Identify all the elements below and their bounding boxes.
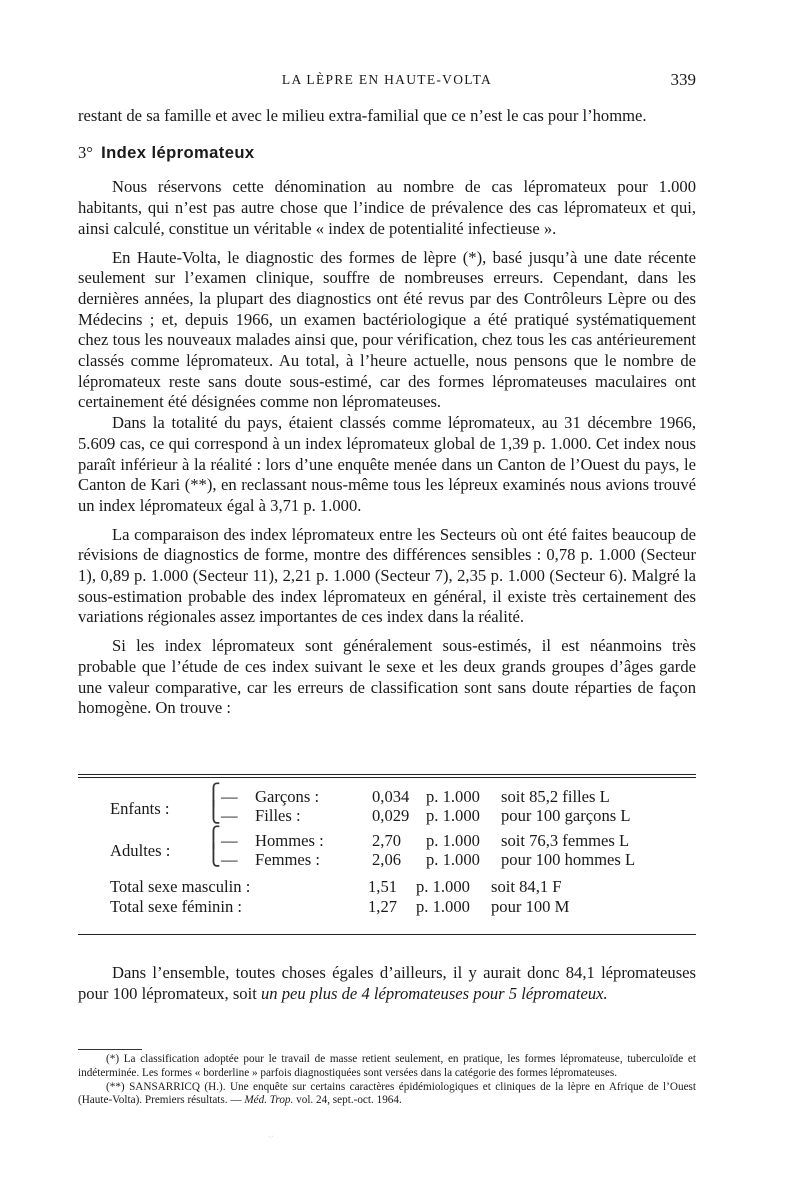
total-ratio: soit 84,1 F <box>491 877 562 896</box>
brace-left: ⎩ <box>206 802 221 824</box>
total-ratio: pour 100 M <box>491 897 570 916</box>
footnote-plain: (**) SANSARRICQ (H.). Une enquête sur certains caractères épidémiologiques et cliniques de la lèpre en Afrique de l’Ouest (Haute-Volta). Premiers résultats. — <box>78 1080 696 1107</box>
paragraph: La comparaison des index lépromateux entre les Secteurs où ont été faites beaucoup de révisions de diagnostics de forme, montre des différences sensibles : 0,78 p. 1.000 (Secteur 1), 0,89 p. 1.000 (Secteur 11), 2,21 p. 1.000 (Secteur 7), 2,35 p. 1.000 (Secteur 6). Malgré la sous-estimation probable des index lépromateux en général, il existe très certainement des variations régionales assez importantes de ces index dans la réalité. <box>78 524 696 627</box>
row-dash: — <box>221 831 238 850</box>
row-name: Hommes : <box>255 831 324 850</box>
closing-text <box>78 962 696 1004</box>
row-name: Filles : <box>255 806 301 825</box>
paragraph: Si les index lépromateux sont généralement sous-estimés, il est néanmoins très probable que l’étude de ces index suivant le sexe et les deux grands groupes d’âges garde une valeur comparative, car les erreurs de classification sont sans doute réparties de façon homogène. On trouve : <box>78 636 696 718</box>
row-ratio: soit 85,2 filles L <box>501 787 610 806</box>
paragraph: Nous réservons cette dénomination au nombre de cas lépromateux pour 1.000 habitants, qui n’est pas autre chose que l’indice de prévalence des cas lépromateux et qui, ainsi calculé, constitue un véritable « index de potentialité infectieuse ». <box>78 177 696 238</box>
closing-paragraph <box>78 962 696 1004</box>
total-unit: p. 1.000 <box>416 897 470 916</box>
footnotes <box>78 1053 696 1108</box>
section-heading <box>78 143 696 164</box>
sex-ratio-table <box>78 774 696 935</box>
total-value: 1,27 <box>368 897 398 916</box>
row-value: 2,70 <box>372 831 402 850</box>
row-unit: p. 1.000 <box>426 831 480 850</box>
table-body <box>78 778 696 922</box>
row-ratio: pour 100 hommes L <box>501 850 636 869</box>
row-ratio: soit 76,3 femmes L <box>501 831 630 850</box>
total-name: Total sexe féminin : <box>110 897 243 916</box>
main-text <box>78 106 696 719</box>
footnote-rule <box>78 1049 142 1050</box>
continued-paragraph: restant de sa famille et avec le milieu extra-familial que ce n’est le cas pour l’homme. <box>78 106 647 125</box>
row-unit: p. 1.000 <box>426 787 480 806</box>
section-number: 3° <box>78 142 93 162</box>
total-name: Total sexe masculin : <box>110 877 251 896</box>
row-value: 2,06 <box>372 850 402 869</box>
row-name: Femmes : <box>255 850 320 869</box>
row-unit: p. 1.000 <box>426 806 480 825</box>
footnote: (*) La classification adoptée pour le travail de masse retient seulement, en pratique, les formes lépromateuse, tuberculoïde et indéterminée. Les formes « borderline » parfois diagnostiquées sont versées dans la catégorie des formes lépromateuses. <box>78 1053 696 1079</box>
table-bottom-rule <box>78 934 696 935</box>
paragraph: Dans la totalité du pays, étaient classés comme lépromateux, au 31 décembre 1966, 5.609 cas, ce qui correspond à un index lépromateux global de 1,39 p. 1.000. Cet index nous paraît inférieur à la réalité : lors d’une enquête menée dans un Canton de l’Ouest du pays, le Canton de Kari (**), en reclassant nous-même tous les lépreux examinés nous avions trouvé un index lépromateux égal à 3,71 p. 1.000. <box>78 413 696 515</box>
row-dash: — <box>221 806 238 825</box>
row-value: 0,029 <box>372 806 410 825</box>
brace-left: ⎧ <box>206 784 221 806</box>
footnote <box>78 1081 696 1109</box>
footnote-journal: Méd. Trop. <box>244 1094 294 1107</box>
running-title: LA LÈPRE EN HAUTE-VOLTA <box>281 72 493 87</box>
closing-plain: Dans l’ensemble, toutes choses égales d’ailleurs, il y aurait donc 84,1 lépromateuses pour 100 lépromateux, soit <box>78 963 696 1003</box>
row-value: 0,034 <box>372 787 410 806</box>
group-label-adultes: Adultes : <box>110 841 171 860</box>
row-ratio: pour 100 garçons L <box>501 806 631 825</box>
section-title: Index lépromateux <box>101 142 255 162</box>
brace-left: ⎩ <box>206 845 221 867</box>
page-number: 339 <box>670 70 696 89</box>
closing-italic: un peu plus de 4 lépromateuses pour 5 lépromateux. <box>260 984 608 1003</box>
footnote-tail: vol. 24, sept.-oct. 1964. <box>293 1094 402 1107</box>
brace-left: ⎧ <box>206 827 221 849</box>
paragraph: En Haute-Volta, le diagnostic des formes de lèpre (*), basé jusqu’à une date récente seulement sur l’examen clinique, souffre de nombreuses erreurs. Cependant, dans les dernières années, la plupart des diagnostics ont été revus par des Contrôleurs Lèpre ou des Médecins ; et, depuis 1966, un examen bactériologique a été pratiqué systématiquement chez tous les nouveaux malades ainsi que, pour vérification, chez tous les cas antérieurement classés comme lépromateux. Au total, à l’heure actuelle, nous pensons que le nombre de lépromateux reste sans doute sous-estimé, car des formes lépromateuses maculaires ont certainement été désignées comme non lépromateuses. <box>78 247 696 412</box>
row-dash: — <box>221 850 238 869</box>
row-name: Garçons : <box>255 787 320 806</box>
running-header <box>78 72 696 94</box>
total-value: 1,51 <box>368 877 398 896</box>
row-unit: p. 1.000 <box>426 850 480 869</box>
group-label-enfants: Enfants : <box>110 799 170 818</box>
row-dash: — <box>221 787 238 806</box>
total-unit: p. 1.000 <box>416 877 470 896</box>
scan-speck: ·.· <box>268 1134 274 1140</box>
